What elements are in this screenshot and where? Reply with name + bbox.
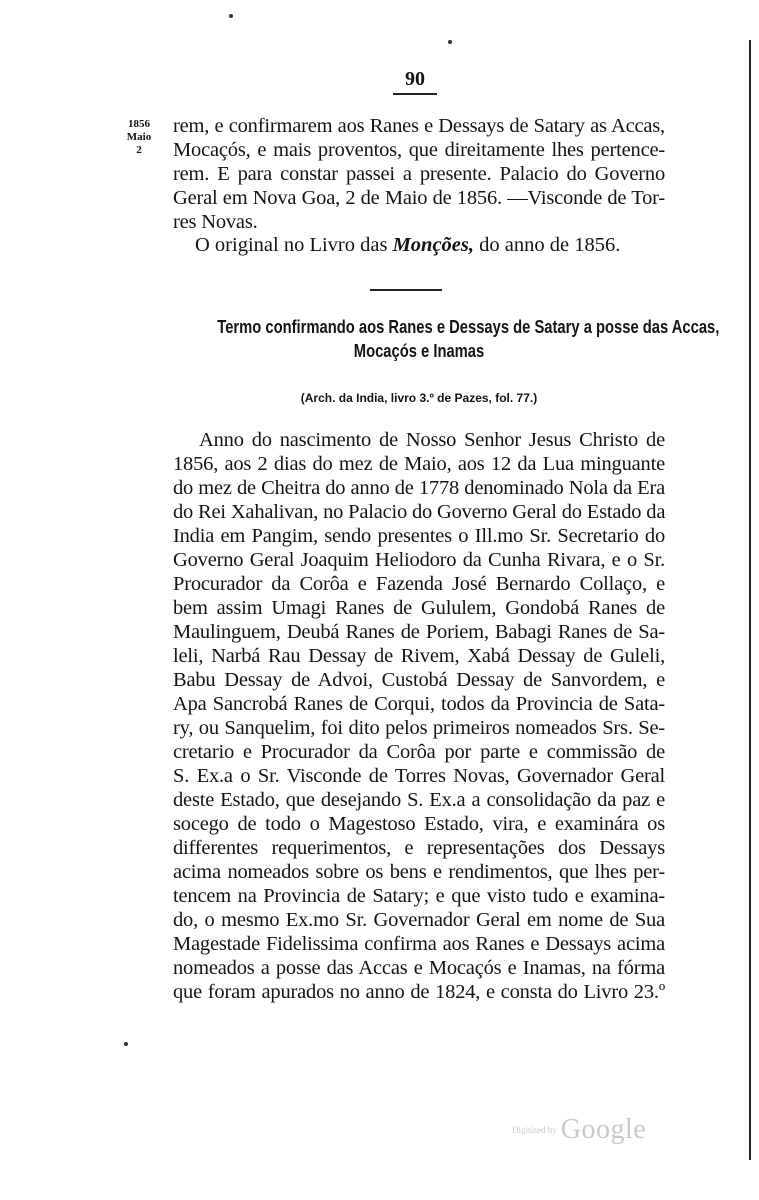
text-line: Governo Geral Joaquim Heliodoro da Cunha Rivara, e o Sr. — [173, 549, 665, 571]
text-line: socego de todo o Magestoso Estado, vira, e examinára os — [173, 813, 665, 835]
text-line: do mez de Cheitra do anno de 1778 denominado Nola da Era — [173, 477, 665, 499]
text-line: do Rei Xahalivan, no Palacio do Governo Geral do Estado da — [173, 501, 666, 523]
page-edge-line — [749, 40, 751, 1160]
text-line: ry, ou Sanquelim, foi dito pelos primeiros nomeados Srs. Se- — [173, 717, 665, 739]
page-number: 90 — [405, 68, 425, 90]
text-line: Maulinguem, Deubá Ranes de Poriem, Babagi Ranes de Sa- — [173, 621, 665, 643]
text-line: Anno do nascimento de Nosso Senhor Jesus Christo de — [199, 429, 665, 451]
body-paragraph — [173, 428, 665, 1004]
text-line: India em Pangim, sendo presentes o Ill.mo Sr. Secretario do — [173, 525, 665, 547]
text-line: tencem na Provincia de Satary; e que visto tudo e examina- — [173, 885, 665, 907]
ink-speck — [448, 40, 452, 44]
watermark-prefix: Digitized by — [512, 1125, 557, 1135]
source-note — [195, 233, 621, 257]
margin-date-note — [120, 118, 158, 157]
text-line: Geral em Nova Goa, 2 de Maio de 1856. —Visconde de Tor- — [173, 187, 665, 209]
text-line: deste Estado, que desejando S. Ex.a a consolidação da paz e — [173, 789, 665, 811]
text-line: do, o mesmo Ex.mo Sr. Governador Geral em nome de Sua — [173, 909, 665, 931]
source-note-prefix: O original no Livro das — [195, 234, 393, 256]
text-line: que foram apurados no anno de 1824, e consta do Livro 23.º — [173, 981, 665, 1003]
text-line: bem assim Umagi Ranes de Gululem, Gondobá Ranes de — [173, 597, 665, 619]
page-number-rule — [393, 93, 437, 95]
archive-reference: (Arch. da India, livro 3.º de Pazes, fol. 77.) — [300, 391, 538, 405]
text-line: S. Ex.a o Sr. Visconde de Torres Novas, Governador Geral — [173, 765, 665, 787]
text-line: Babu Dessay de Advoi, Custobá Dessay de Sanvordem, e — [173, 669, 665, 691]
text-line: leli, Narbá Rau Dessay de Rivem, Xabá Dessay de Guleli, — [173, 645, 665, 667]
text-line: differentes requerimentos, e representações dos Dessays — [173, 837, 665, 859]
section-separator — [370, 289, 442, 291]
text-line: Mocaçós, e mais proventos, que direitamente lhes pertence- — [173, 139, 665, 161]
continuation-paragraph — [173, 114, 665, 234]
digitized-watermark — [512, 1114, 672, 1154]
text-line: Magestade Fidelissima confirma aos Ranes e Dessays acima — [173, 933, 665, 955]
text-line: cretario e Procurador da Corôa por parte e commissão de — [173, 741, 665, 763]
ink-speck — [229, 14, 233, 18]
section-title — [217, 315, 720, 363]
text-line: Apa Sancrobá Ranes de Corqui, todos da Provincia de Sata- — [173, 693, 665, 715]
title-line: Mocaçós e Inamas — [353, 341, 485, 361]
text-line: Procurador da Corôa e Fazenda José Bernardo Collaço, e — [173, 573, 665, 595]
margin-month: Maio — [126, 131, 152, 143]
ink-speck — [124, 1042, 128, 1046]
source-note-suffix: do anno de 1856. — [474, 234, 621, 256]
text-line: res Novas. — [173, 211, 258, 233]
title-line: Termo confirmando aos Ranes e Dessays de Satary a posse das Accas, — [217, 317, 720, 337]
margin-year: 1856 — [128, 118, 150, 130]
text-line: rem. E para constar passei a presente. Palacio do Governo — [173, 163, 665, 185]
text-line: nomeados a posse das Accas e Mocaçós e Inamas, na fórma — [173, 957, 665, 979]
text-line: rem, e confirmarem aos Ranes e Dessays de Satary as Accas, — [173, 115, 665, 137]
source-note-book: Monções, — [392, 234, 475, 256]
text-line: acima nomeados sobre os bens e rendimentos, que lhes per- — [173, 861, 665, 883]
margin-day: 2 — [136, 144, 142, 156]
watermark-brand: Google — [560, 1114, 647, 1145]
text-line: 1856, aos 2 dias do mez de Maio, aos 12 da Lua minguante — [173, 453, 665, 475]
